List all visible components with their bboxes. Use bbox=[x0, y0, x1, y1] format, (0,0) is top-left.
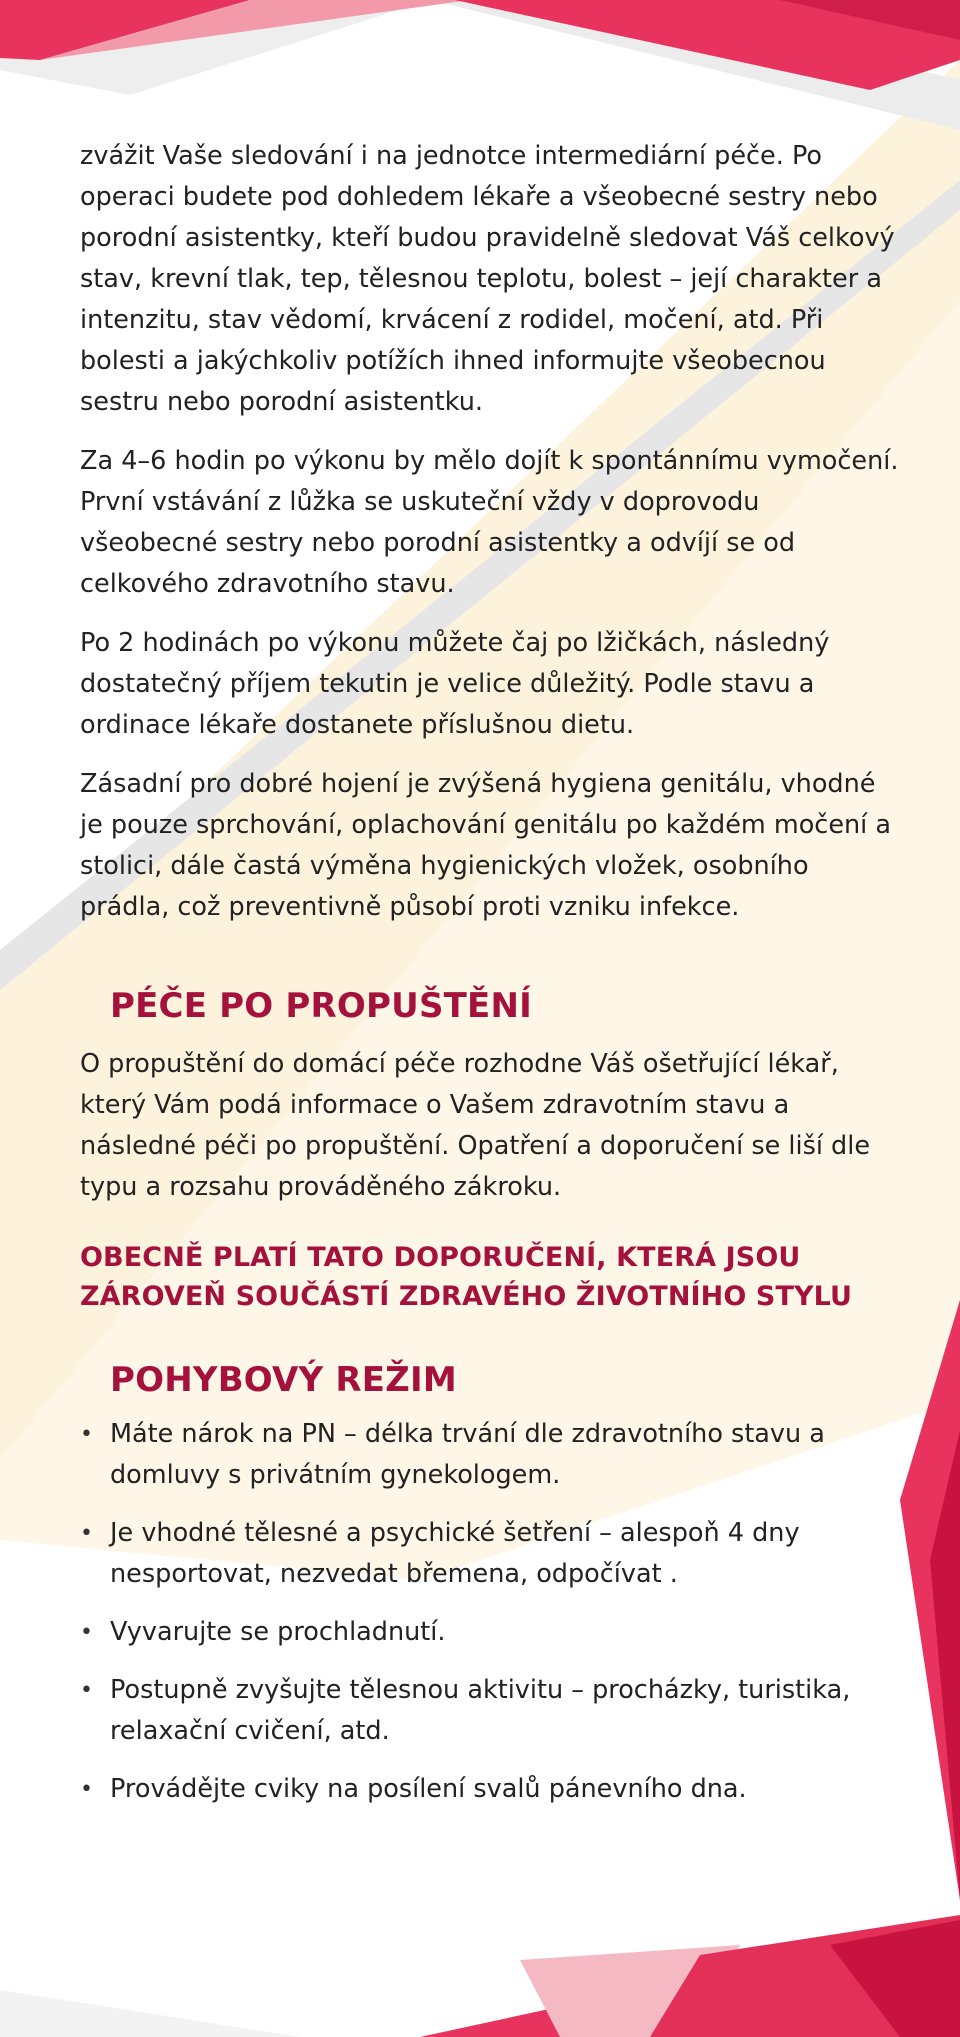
movement-list bbox=[80, 1414, 900, 1810]
paragraph-urination: Za 4–6 hodin po výkonu by mělo dojít k spontánnímu vymočení. První vstávání z lůžka se uskuteční vždy v doprovodu všeobecné sestry nebo porodní asistentky a odvíjí se od celkového zdravotního stavu. bbox=[80, 446, 899, 599]
bullet-icon: • bbox=[80, 1620, 93, 1645]
list-item bbox=[80, 1769, 900, 1810]
main-content bbox=[80, 136, 900, 1827]
list-item-text: Postupně zvyšujte tělesnou aktivitu – procházky, turistika, relaxační cvičení, atd. bbox=[110, 1675, 851, 1746]
recommendations-subheading bbox=[80, 1238, 900, 1316]
bullet-icon: • bbox=[80, 1678, 93, 1703]
bullet-icon: • bbox=[80, 1521, 93, 1546]
list-item-text: Je vhodné tělesné a psychické šetření – alespoň 4 dny nesportovat, nezvedat břemena, odpočívat . bbox=[110, 1518, 800, 1589]
list-item bbox=[80, 1670, 900, 1752]
list-item bbox=[80, 1414, 900, 1496]
discharge-text: O propuštění do domácí péče rozhodne Váš ošetřující lékař, který Vám podá informace o Vašem zdravotním stavu a následné péči po propuštění. Opatření a doporučení se liší dle typu a rozsahu prováděného zákroku. bbox=[80, 1049, 871, 1202]
bullet-icon: • bbox=[80, 1422, 93, 1447]
list-item bbox=[80, 1612, 900, 1653]
paragraph-hygiene: Zásadní pro dobré hojení je zvýšená hygiena genitálu, vhodné je pouze sprchování, oplachování genitálu po každém močení a stolici, dále častá výměna hygienických vložek, osobního prádla, což preventivně působí proti vzniku infekce. bbox=[80, 769, 891, 922]
list-item-text: Vyvarujte se prochladnutí. bbox=[110, 1617, 446, 1647]
movement-heading: POHYBOVÝ REŽIM bbox=[110, 1360, 457, 1400]
recommendations-subheading-line1: OBECNĚ PLATÍ TATO DOPORUČENÍ, KTERÁ JSOU bbox=[80, 1242, 801, 1273]
list-item-text: Provádějte cviky na posílení svalů pánevního dna. bbox=[110, 1774, 747, 1804]
paragraph-postop-monitoring: zvážit Vaše sledování i na jednotce intermediární péče. Po operaci budete pod dohledem lékaře a všeobecné sestry nebo porodní asistentky, kteří budou pravidelně sledovat Váš celkový stav, krevní tlak, tep, tělesnou teplotu, bolest – její charakter a intenzitu, stav vědomí, krvácení z rodidel, močení, atd. Při bolesti a jakýchkoliv potížích ihned informujte všeobecnou sestru nebo porodní asistentku. bbox=[80, 141, 895, 417]
bullet-icon: • bbox=[80, 1777, 93, 1802]
paragraph-fluids: Po 2 hodinách po výkonu můžete čaj po lžičkách, následný dostatečný příjem tekutin je velice důležitý. Podle stavu a ordinace lékaře dostanete příslušnou dietu. bbox=[80, 628, 830, 740]
discharge-heading: PÉČE PO PROPUŠTĚNÍ bbox=[110, 986, 532, 1026]
recommendations-subheading-line2: ZÁROVEŇ SOUČÁSTÍ ZDRAVÉHO ŽIVOTNÍHO STYLU bbox=[80, 1281, 852, 1312]
list-item bbox=[80, 1513, 900, 1595]
list-item-text: Máte nárok na PN – délka trvání dle zdravotního stavu a domluvy s privátním gynekologem. bbox=[110, 1419, 825, 1490]
